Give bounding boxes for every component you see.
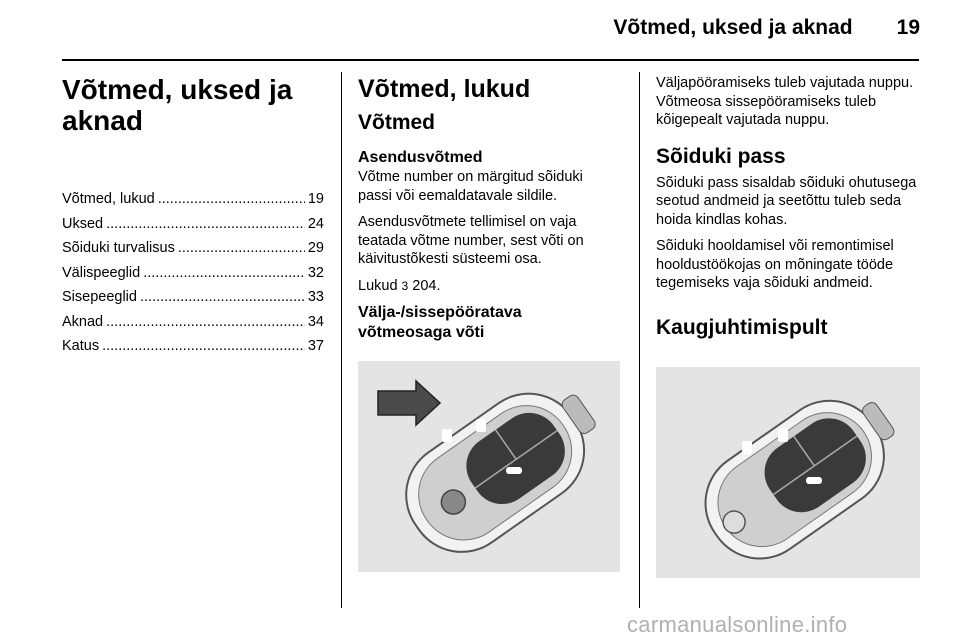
remote-control-illustration xyxy=(656,367,920,578)
arrow-icon xyxy=(378,381,440,425)
unlock-icon xyxy=(778,429,788,442)
key-fob-icon xyxy=(358,361,620,572)
toc-entry[interactable]: Sõiduki turvalisus ..... 29 xyxy=(62,236,324,261)
toc-entry[interactable]: Uksed ..... 24 xyxy=(62,212,324,237)
header-rule xyxy=(62,59,919,61)
chapter-title: Võtmed, uksed ja aknad xyxy=(62,74,293,136)
column-divider xyxy=(639,72,640,608)
toc-entry[interactable]: Katus ..... 37 xyxy=(62,334,324,359)
subsection-title: Võtmed xyxy=(358,111,436,134)
running-header xyxy=(600,16,920,40)
paragraph: Väljapööramiseks tuleb vajutada nuppu. Võtmeosa sissepööramiseks tuleb kõigepealt vajutada nuppu. xyxy=(656,75,914,128)
paragraph: Võtme number on märgitud sõiduki passi või eemaldatavale sildile. xyxy=(358,169,583,204)
car-pass-column xyxy=(656,74,920,345)
cross-reference[interactable]: Lukud 3 204. xyxy=(358,277,441,294)
chapter-column xyxy=(62,74,324,359)
toc-entry[interactable]: Välispeeglid ..... 32 xyxy=(62,261,324,286)
lock-icon xyxy=(742,441,752,454)
unlock-icon xyxy=(476,419,486,432)
remote-key-icon xyxy=(656,367,920,578)
paragraph: Sõiduki hooldamisel või remontimisel hooldustöökojas on mõningate tööde tegemiseks vaja sõiduki andmeid. xyxy=(656,238,894,291)
toc-entry[interactable]: Võtmed, lukud ..... 19 xyxy=(62,187,324,212)
trunk-icon xyxy=(506,467,522,474)
column-divider xyxy=(341,72,342,608)
remote-heading: Kaugjuhtimispult xyxy=(656,315,828,339)
lock-icon xyxy=(442,429,452,442)
page-number: 19 xyxy=(896,16,920,39)
folding-key-illustration xyxy=(358,361,620,572)
section-title: Võtmed, lukud xyxy=(358,75,531,103)
trunk-icon xyxy=(806,477,822,484)
reference-arrow-icon: 3 xyxy=(401,278,409,293)
car-pass-heading: Sõiduki pass xyxy=(656,144,786,168)
spare-keys-heading: Asendusvõtmed xyxy=(358,149,483,166)
header-title: Võtmed, uksed ja aknad xyxy=(613,16,853,39)
folding-key-heading: Välja-/sissepööratava võtmeosaga võti xyxy=(358,304,522,341)
paragraph: Sõiduki pass sisaldab sõiduki ohutusega seotud andmeid ja seetõttu tuleb seda hoida kindlas kohas. xyxy=(656,174,917,228)
paragraph: Asendusvõtmete tellimisel on vaja teatada võtme number, sest võti on käivitustõkesti süsteemi osa. xyxy=(358,214,584,267)
toc-entry[interactable]: Sisepeeglid ..... 33 xyxy=(62,285,324,310)
toc-entry[interactable]: Aknad ..... 34 xyxy=(62,310,324,335)
keys-column xyxy=(358,74,620,343)
watermark: carmanualsonline.info xyxy=(627,612,848,637)
table-of-contents xyxy=(62,187,324,359)
